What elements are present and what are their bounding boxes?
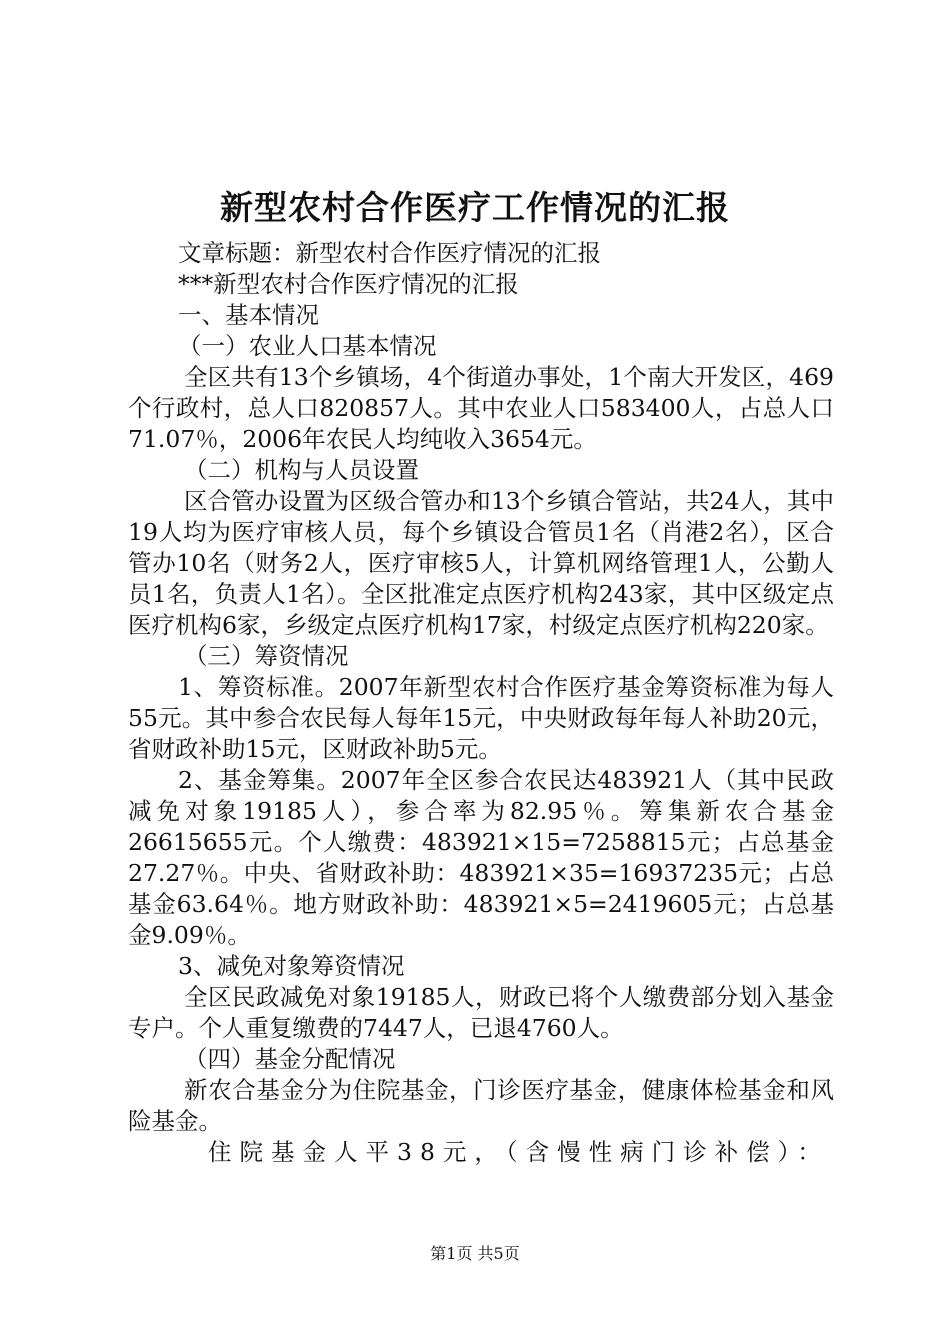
paragraph-hospital-fund: 住院基金人平38元，（含慢性病门诊补偿）： (208, 1138, 829, 1166)
paragraph-exemption-heading: 3、减免对象筹资情况 (178, 952, 405, 980)
subsection-heading-population: （一）农业人口基本情况 (178, 332, 437, 360)
document-title: 新型农村合作医疗工作情况的汇报 (220, 188, 730, 227)
subsection-heading-funding: （三）筹资情况 (184, 642, 349, 670)
paragraph-fund-collection: 2、基金筹集。2007年全区参合农民达483921人（其中民政减免对象19185人），参合率为82.95％。筹集新农合基金26615655元。个人缴费：483921×15=7258815元；占总基金27.27％。中央、省财政补助：483921×35=16937235元；占总基金63.64％。地方财政补助：483921×5=2419605元；占总基金9.09％。 (128, 766, 834, 949)
paragraph-population: 全区共有13个乡镇场，4个街道办事处，1个南大开发区，469个行政村，总人口820857人。其中农业人口583400人，占总人口71.07％，2006年农民人均纯收入3654元。 (128, 363, 834, 453)
paragraph-funding-standard: 1、筹资标准。2007年新型农村合作医疗基金筹资标准为每人55元。其中参合农民每人每年15元，中央财政每年每人补助20元，省财政补助15元，区财政补助5元。 (128, 673, 834, 763)
document-body (128, 238, 834, 1168)
section-heading-basic: 一、基本情况 (178, 301, 319, 329)
paragraph-exemption: 全区民政减免对象19185人，财政已将个人缴费部分划入基金专户。个人重复缴费的7447人，已退4760人。 (128, 983, 834, 1042)
paragraph-report-heading: ***新型农村合作医疗情况的汇报 (178, 270, 519, 298)
subsection-heading-distribution: （四）基金分配情况 (184, 1045, 396, 1073)
paragraph-article-title: 文章标题：新型农村合作医疗情况的汇报 (178, 239, 601, 267)
subsection-heading-organization: （二）机构与人员设置 (184, 456, 419, 484)
paragraph-organization: 区合管办设置为区级合管办和13个乡镇合管站，共24人，其中19人均为医疗审核人员，每个乡镇设合管员1名（肖港2名），区合管办10名（财务2人，医疗审核5人，计算机网络管理1人，公勤人员1名，负责人1名）。全区批准定点医疗机构243家，其中区级定点医疗机构6家，乡级定点医疗机构17家，村级定点医疗机构220家。 (128, 487, 834, 639)
paragraph-distribution: 新农合基金分为住院基金，门诊医疗基金，健康体检基金和风险基金。 (128, 1076, 834, 1135)
page-footer: 第1页 共5页 (430, 1244, 520, 1263)
